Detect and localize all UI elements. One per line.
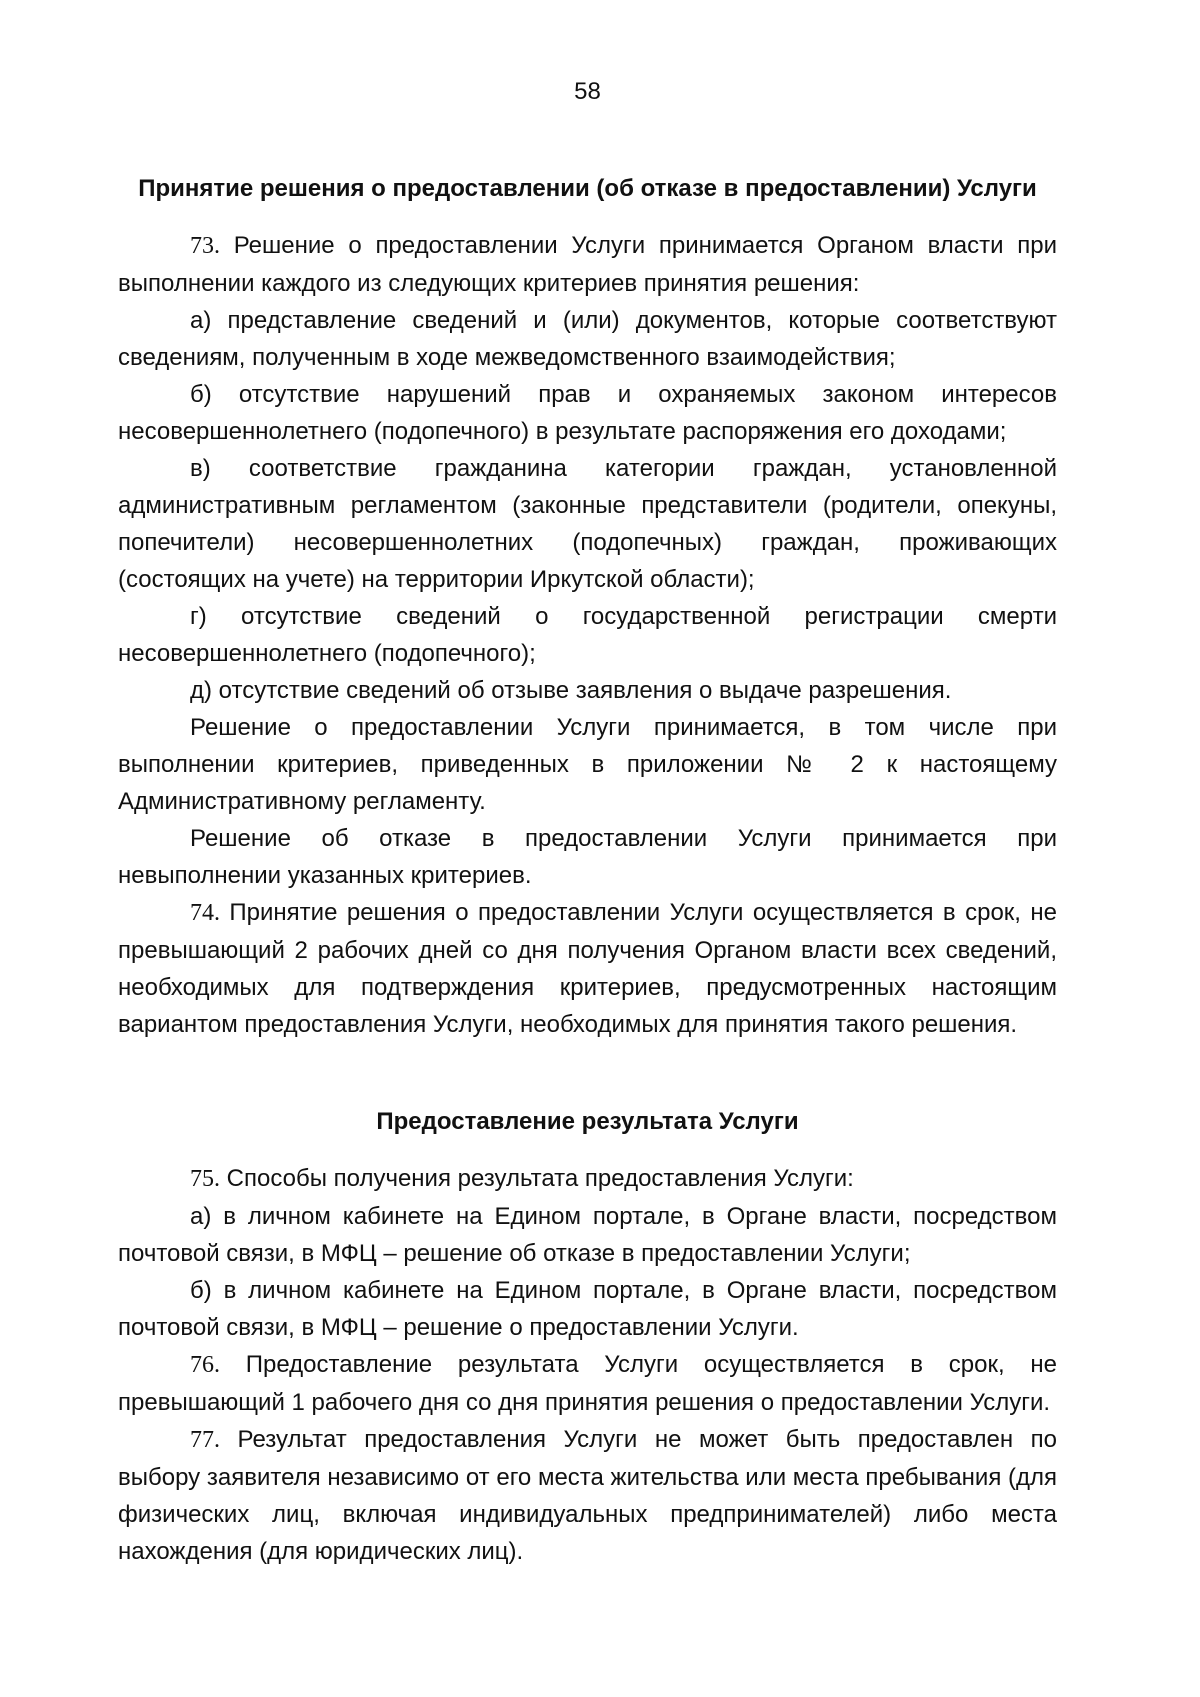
paragraph-73-g: г) отсутствие сведений о государственной регистрации смерти несовершеннолетнего (подопечного); [118,603,1057,667]
paragraph-decision-criteria: Решение о предоставлении Услуги принимается, в том числе при выполнении критериев, приведенных в приложении № 2 к настоящему Административному регламенту. [118,714,1057,815]
paragraph-73-a: а) представление сведений и (или) документов, которые соответствуют сведениям, полученным в ходе межведомственного взаимодействия; [118,307,1057,371]
paragraph-refusal-criteria: Решение об отказе в предоставлении Услуги принимается при невыполнении указанных критериев. [118,825,1057,889]
section-result-body [118,1160,1057,1570]
paragraph-73: 73. Решение о предоставлении Услуги принимается Органом власти при выполнении каждого из следующих критериев принятия решения: [118,232,1057,297]
section-title-result: Предоставление результата Услуги [376,1108,799,1135]
paragraph-76: 76. Предоставление результата Услуги осуществляется в срок, не превышающий 1 рабочего дня со дня принятия решения о предоставлении Услуги. [118,1351,1057,1416]
page-number: 58 [574,78,601,105]
paragraph-73-d: д) отсутствие сведений об отзыве заявления о выдаче разрешения. [190,677,952,704]
section-decision-body [118,227,1057,1043]
paragraph-73-v: в) соответствие гражданина категории граждан, установленной административным регламентом (законные представители (родители, опекуны, попечители) несовершеннолетних (подопечных) граждан, проживающих (состоящих на учете) на территории Иркутской области); [118,455,1057,593]
paragraph-75: 75. Способы получения результата предоставления Услуги: [190,1165,854,1192]
paragraph-73-b: б) отсутствие нарушений прав и охраняемых законом интересов несовершеннолетнего (подопечного) в результате распоряжения его доходами; [118,381,1057,445]
paragraph-75-a: а) в личном кабинете на Едином портале, в Органе власти, посредством почтовой связи, в МФЦ – решение об отказе в предоставлении Услуги; [118,1203,1057,1267]
paragraph-75-b: б) в личном кабинете на Едином портале, в Органе власти, посредством почтовой связи, в МФЦ – решение о предоставлении Услуги. [118,1277,1057,1341]
paragraph-74: 74. Принятие решения о предоставлении Услуги осуществляется в срок, не превышающий 2 рабочих дней со дня получения Органом власти всех сведений, необходимых для подтверждения критериев, предусмотренных настоящим вариантом предоставления Услуги, необходимых для принятия такого решения. [118,899,1057,1038]
paragraph-77: 77. Результат предоставления Услуги не может быть предоставлен по выбору заявителя независимо от его места жительства или места пребывания (для физических лиц, включая индивидуальных предпринимателей) либо места нахождения (для юридических лиц). [118,1426,1057,1565]
section-title-decision: Принятие решения о предоставлении (об отказе в предоставлении) Услуги [138,175,1037,202]
